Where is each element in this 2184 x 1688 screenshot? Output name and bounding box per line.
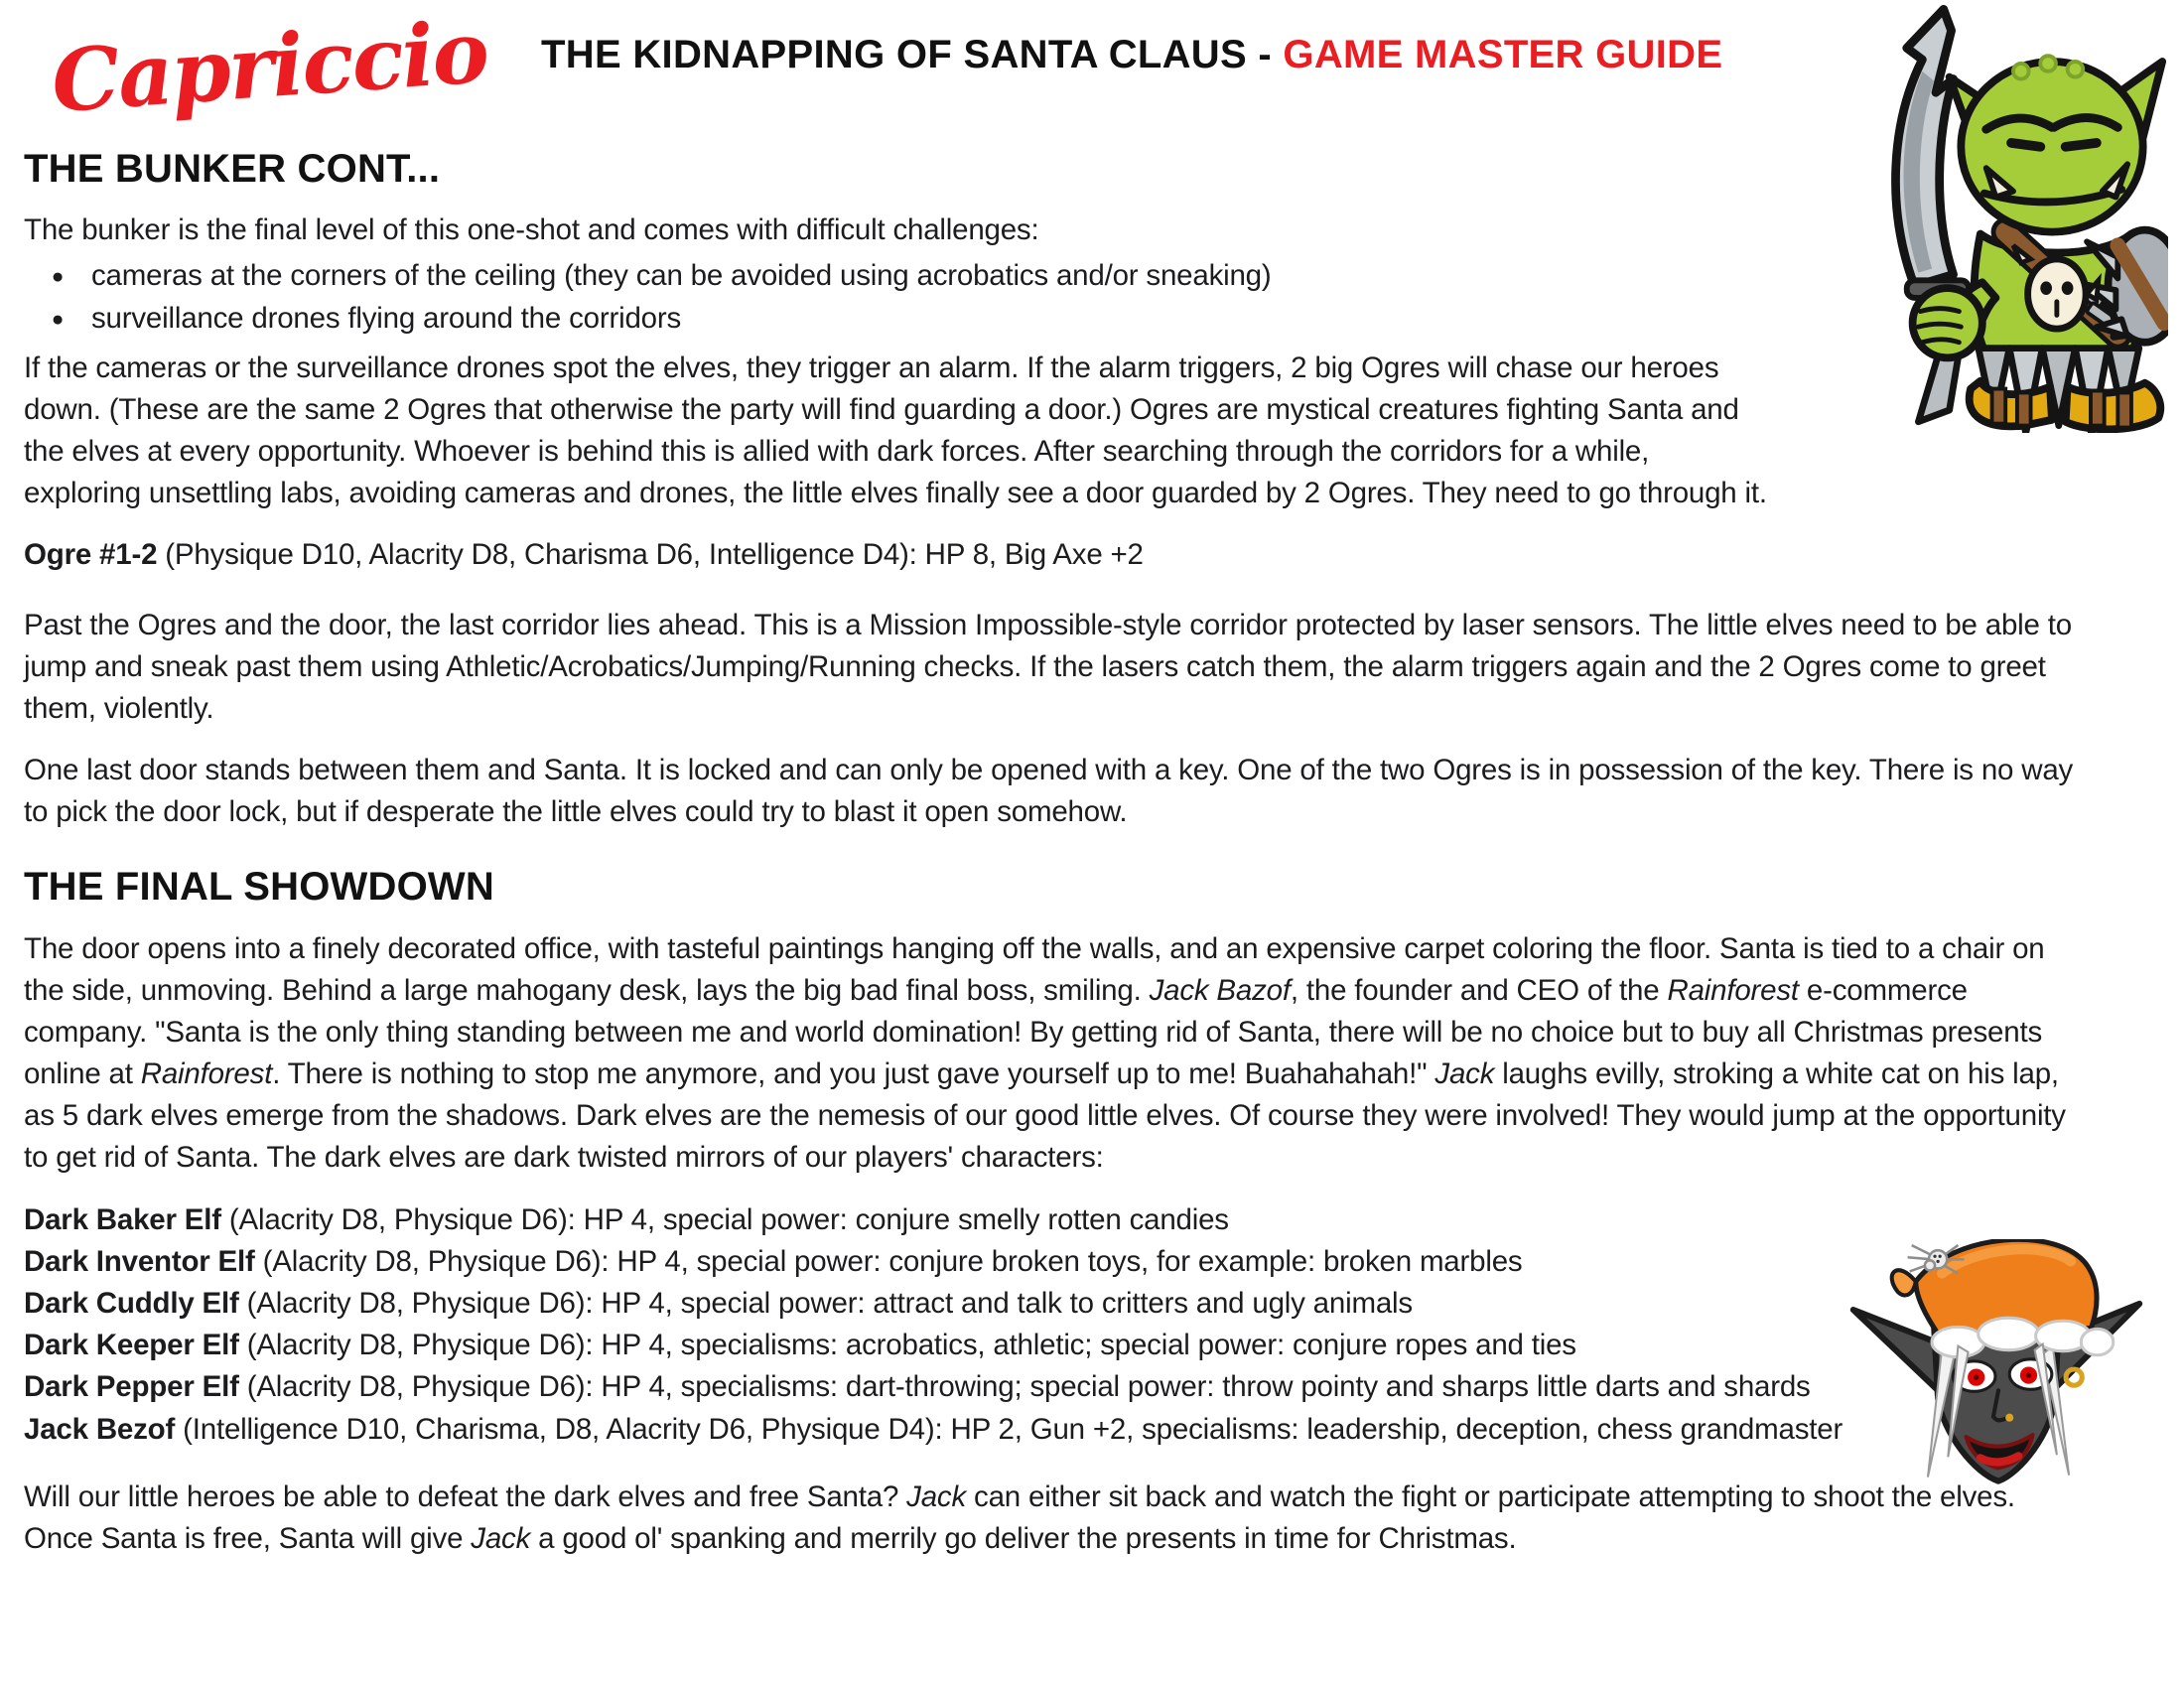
stat-name: Dark Baker Elf bbox=[24, 1202, 221, 1236]
laser-corridor-paragraph: Past the Ogres and the door, the last corridor lies ahead. This is a Mission Impossible-style corridor protected by laser sensors. The little elves need to be able to jump and sneak past them using Athletic/Acrobatics/Jumping/Running checks. If the lasers catch them, the alarm triggers again and the 2 Ogres come to greet them, violently. bbox=[24, 608, 2072, 725]
page-title-main: THE KIDNAPPING OF SANTA CLAUS - bbox=[541, 32, 1284, 76]
bullet-icon: ● bbox=[51, 307, 65, 331]
showdown-intro-paragraph: The door opens into a finely decorated office, with tasteful paintings hanging off the walls, and an expensive carpet coloring the floor. Santa is tied to a chair on the side, unmoving. Behind a large mahogany desk, lays the big bad final boss, smiling. Jack Bazof, the founder and CEO of the Rainforest e-commerce company. "Santa is the only thing standing between me and world domination! By getting rid of Santa, there will be no choice but to buy all Christmas presents online at Rainforest. There is nothing to stop me anymore, and you just gave yourself up to me! Buahahahah!" Jack laughs evilly, stroking a white cat on his lap, as 5 dark elves emerge from the shadows. Dark elves are the nemesis of our good little elves. Of course they were involved! They would jump at the opportunity to get rid of Santa. The dark elves are dark twisted mirrors of our players' characters: bbox=[24, 931, 2066, 1175]
stat-details: (Alacrity D8, Physique D6): HP 4, specialisms: dart-throwing; special power: throw pointy and sharps little darts and shards bbox=[238, 1370, 1811, 1404]
stat-details: (Alacrity D8, Physique D6): HP 4, special power: conjure smelly rotten candies bbox=[220, 1202, 1229, 1236]
document-header bbox=[0, 0, 2184, 133]
list-item-text: surveillance drones flying around the corridors bbox=[91, 301, 682, 335]
page-title-highlight: GAME MASTER GUIDE bbox=[1283, 32, 1723, 76]
dark-elf-image bbox=[1844, 1239, 2148, 1501]
section-heading-bunker: THE BUNKER CONT... bbox=[24, 147, 441, 191]
ogre-image bbox=[1858, 0, 2168, 433]
stat-details: (Physique D10, Alacrity D8, Charisma D6, Intelligence D4): HP 8, Big Axe +2 bbox=[157, 538, 1144, 572]
stat-name: Jack Bezof bbox=[24, 1412, 176, 1446]
list-item-text: cameras at the corners of the ceiling (they can be avoided using acrobatics and/or sneaking) bbox=[91, 259, 1272, 293]
stat-details: (Alacrity D8, Physique D6): HP 4, special power: attract and talk to critters and ugly animals bbox=[238, 1286, 1413, 1320]
stat-name: Dark Cuddly Elf bbox=[24, 1286, 239, 1320]
dark-elf-illustration bbox=[1844, 1239, 2148, 1501]
stat-details: (Alacrity D8, Physique D6): HP 4, specialisms: acrobatics, athletic; special power: conjure ropes and ties bbox=[238, 1329, 1576, 1362]
stat-line bbox=[24, 1199, 2090, 1241]
stat-line bbox=[24, 1366, 2090, 1408]
stat-line bbox=[24, 1241, 2090, 1283]
page-title bbox=[541, 33, 1722, 77]
bunker-intro-paragraph: The bunker is the final level of this one-shot and comes with difficult challenges: bbox=[24, 213, 1039, 247]
stat-line bbox=[24, 1325, 2090, 1366]
ogre-stat-line bbox=[24, 534, 2090, 576]
stat-name: Ogre #1-2 bbox=[24, 538, 158, 572]
bullet-icon: ● bbox=[51, 265, 65, 289]
locked-door-paragraph: One last door stands between them and Santa. It is locked and can only be opened with a key. One of the two Ogres is in possession of the key. There is no way to pick the door lock, but if desperate the little elves could try to blast it open somehow. bbox=[24, 754, 2074, 829]
stat-name: Dark Inventor Elf bbox=[24, 1244, 255, 1278]
ogre-illustration bbox=[1858, 0, 2168, 433]
section-heading-showdown: THE FINAL SHOWDOWN bbox=[24, 865, 494, 910]
stat-line bbox=[24, 1409, 2090, 1451]
capriccio-logo: Capriccio bbox=[48, 1, 490, 133]
outro-paragraph: Will our little heroes be able to defeat the dark elves and free Santa? Jack can either sit back and watch the fight or participate attempting to shoot the elves. Once Santa is free, Santa will give Jack a good ol' spanking and merrily go deliver the presents in time for Christmas. bbox=[24, 1479, 2015, 1555]
stat-name: Dark Keeper Elf bbox=[24, 1329, 239, 1362]
dark-elf-stat-block bbox=[24, 1199, 2090, 1451]
stat-details: (Alacrity D8, Physique D6): HP 4, special power: conjure broken toys, for example: broken marbles bbox=[254, 1244, 1523, 1278]
stat-name: Dark Pepper Elf bbox=[24, 1370, 239, 1404]
alarm-paragraph: If the cameras or the surveillance drones spot the elves, they trigger an alarm. If the alarm triggers, 2 big Ogres will chase our heroes down. (These are the same 2 Ogres that otherwise the party will find guarding a door.) Ogres are mystical creatures fighting Santa and the elves at every opportunity. Whoever is behind this is allied with dark forces. After searching through the corridors for a while, exploring unsettling labs, avoiding cameras and drones, the little elves finally see a door guarded by 2 Ogres. They need to go through it. bbox=[24, 351, 1767, 510]
stat-line bbox=[24, 1283, 2090, 1325]
stat-details: (Intelligence D10, Charisma, D8, Alacrity D6, Physique D4): HP 2, Gun +2, specialisms: leadership, deception, chess grandmaster bbox=[175, 1412, 1843, 1446]
